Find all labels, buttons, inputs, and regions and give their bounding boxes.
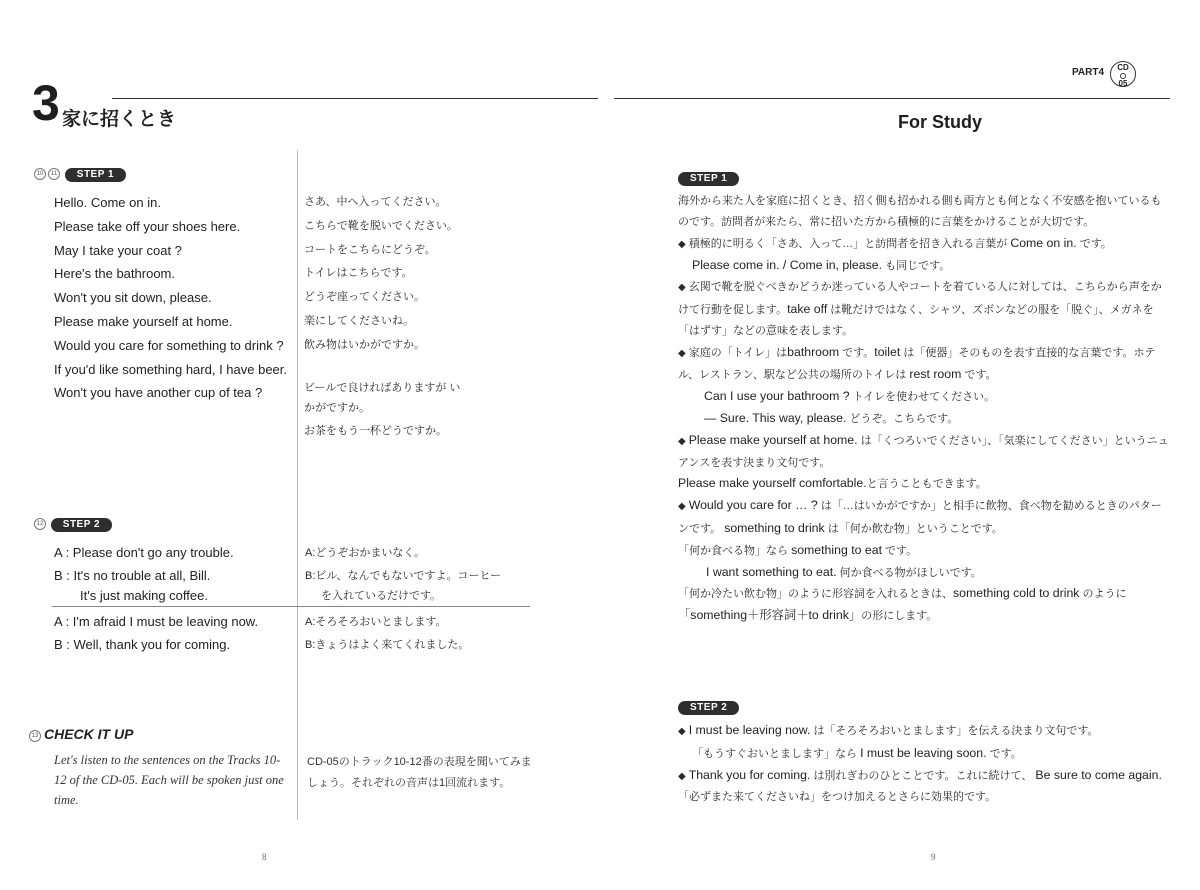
study-example-2: — Sure. This way, please. どうぞ。こちらです。 — [704, 410, 959, 425]
cd-icon-bottom: 05 — [1118, 79, 1128, 88]
check-it-up-english: Let's listen to the sentences on the Tracks 10-12 of the CD-05. Each will be spoken just one time. — [54, 753, 284, 807]
page-number-left: 8 — [262, 852, 267, 862]
step1-en-line: Please make yourself at home. — [54, 313, 233, 329]
study-step1-label: STEP 1 — [678, 172, 739, 186]
study-note-5-eat: 「何か食べる物」なら something to eat です。 — [678, 542, 918, 557]
dialog2-a-en: A : I'm afraid I must be leaving now. — [54, 614, 259, 629]
page-number-right: 9 — [931, 852, 936, 862]
step1-en-line: Here's the bathroom. — [54, 266, 175, 282]
chapter-number: 3 — [32, 75, 60, 131]
study-note-5: ◆ Would you care for … ? は「…はいかがですか」と相手に飲物、食べ物を勧めるときのパターンです。 something to drink は「何か飲む物」ということです。 — [678, 498, 1162, 535]
study2-note-1: ◆ I must be leaving now. は「そろそろおいとまします」を伝える決まり文句です。 — [678, 723, 1099, 737]
diamond-bullet-icon: ◆ — [678, 238, 686, 250]
step1-ja-line: トイレはこちらです。 — [304, 267, 413, 280]
dialog1-b-ja: B:ビル、なんでもないですよ。コーヒー — [305, 570, 502, 582]
study-note-5-adjective: 「何か冷たい飲む物」のように形容詞を入れるときは、something cold to drink のように「something＋形容詞＋to drink」の形にします。 — [678, 586, 1127, 623]
track-number-badge: 12 — [34, 518, 46, 530]
step1-ja-line: どうぞ座ってください。 — [304, 291, 425, 304]
study-intro: 海外から来た人を家庭に招くとき、招く側も招かれる側も両方とも何となく不安感を抱いているものです。訪問者が来たら、常に招いた方から積極的に言葉をかけることが大切です。 — [678, 195, 1162, 228]
header-rule-left — [112, 98, 598, 99]
dialog1-a-en: A : Please don't go any trouble. — [54, 545, 234, 560]
step1-en-line: If you'd like something hard, I have beer. — [54, 361, 288, 377]
dialog1-b-ja-cont: を入れているだけです。 — [321, 590, 442, 602]
part-label: PART4 — [1072, 67, 1105, 78]
study-example-1: Can I use your bathroom ? トイレを使わせてください。 — [704, 389, 996, 404]
step1-ja-line: 楽にしてくださいね。 — [304, 314, 414, 327]
diamond-bullet-icon: ◆ — [678, 282, 686, 294]
diamond-bullet-icon: ◆ — [678, 770, 686, 782]
step1-en-line: Won't you have another cup of tea ? — [54, 385, 263, 401]
step1-en-line: Won't you sit down, please. — [54, 290, 212, 306]
chapter-title: 家に招くとき — [62, 109, 177, 130]
diamond-bullet-icon: ◆ — [678, 347, 686, 359]
for-study-title: For Study — [898, 112, 982, 132]
step1-ja-line: こちらで靴を脱いでください。 — [304, 219, 458, 232]
step1-ja-line: 飲み物はいかがですか。 — [304, 338, 425, 351]
cd-icon-top: CD — [1117, 63, 1129, 72]
study-step2-label: STEP 2 — [678, 701, 739, 715]
dialog2-b-en: B : Well, thank you for coming. — [54, 637, 231, 652]
study-note-4-cont: Please make yourself comfortable.と言うこともできます。 — [678, 476, 987, 491]
study-note-4: ◆ Please make yourself at home. は「くつろいでください」、「気楽にしてください」というニュアンスを表す決まり文句です。 — [678, 432, 1169, 469]
dialog-separator — [52, 606, 530, 607]
track-number-badge: 11 — [48, 168, 60, 180]
check-track-marker — [29, 730, 43, 742]
dialog1-b-en: B : It's no trouble at all, Bill. — [54, 568, 211, 583]
study-step2-header — [678, 697, 739, 715]
diamond-bullet-icon: ◆ — [678, 501, 686, 513]
dialog1-a-ja: A:どうぞおかまいなく。 — [305, 547, 426, 559]
study-step1-notes — [678, 191, 1170, 627]
step1-en-line: May I take your coat ? — [54, 242, 182, 258]
check-it-up-title: CHECK IT UP — [44, 726, 134, 742]
step1-ja-line: お茶をもう一杯どうですか。 — [304, 425, 447, 438]
study-step1-header — [678, 168, 739, 186]
dialog2-a-ja: A:そろそろおいとまします。 — [305, 616, 447, 628]
diamond-bullet-icon: ◆ — [678, 435, 686, 447]
check-it-up-japanese: CD-05のトラック10-12番の表現を聞いてみましょう。それぞれの音声は1回流れます。 — [307, 756, 532, 789]
study-note-3: ◆ 家庭の「トイレ」はbathroom です。toilet は「便器」そのものを表す直接的な言葉です。ホテル、レストラン、駅など公共の場所のトイレは rest room です。 — [678, 344, 1156, 382]
study-example-3: I want something to eat. 何か食べる物がほしいです。 — [706, 564, 982, 579]
study-note-1-cont: Please come in. / Come in, please. も同じです。 — [692, 258, 951, 273]
step1-en-line: Please take off your shoes here. — [54, 218, 241, 234]
track-number-badge: 13 — [29, 730, 41, 742]
study-note-1: ◆ 積極的に明るく「さあ、入って…」と訪問者を招き入れる言葉が Come on in. です。 — [678, 235, 1112, 250]
cd-icon — [1110, 61, 1136, 87]
step2-label: STEP 2 — [51, 518, 112, 532]
diamond-bullet-icon: ◆ — [678, 726, 686, 737]
step1-label: STEP 1 — [65, 168, 126, 182]
header-rule-right — [614, 98, 1170, 99]
study2-note-1-cont: 「もうすぐおいとまします」なら I must be leaving soon. です。 — [692, 745, 1022, 760]
step1-ja-line: さあ、中へ入ってください。 — [304, 196, 447, 208]
study-note-2: ◆ 玄関で靴を脱ぐべきかどうか迷っている人やコートを着ている人に対しては、こちらから声をかけて行動を促します。take off は靴だけではなく、シャツ、ズボンなどの服を「脱ぐ」、メガネを「はずす」などの意味を表します。 — [678, 281, 1162, 337]
step1-track-markers — [34, 168, 126, 182]
step1-ja-line: ビールで良ければありますが いかがですか。 — [304, 382, 461, 414]
step1-en-line: Hello. Come on in. — [54, 195, 161, 210]
step1-english-list — [54, 193, 299, 407]
step2-track-markers — [34, 518, 112, 532]
study2-note-2: ◆ Thank you for coming. は別れぎわのひとことです。これに続けて、 Be sure to come again.「必ずまた来てくださいね」をつけ加えるとさらに効果的です。 — [678, 767, 1162, 804]
study-step2-notes — [678, 720, 1170, 808]
step1-japanese-list — [304, 193, 534, 446]
track-number-badge: 10 — [34, 168, 46, 180]
dialog2-b-ja: B:きょうはよく来てくれました。 — [305, 639, 470, 651]
step1-ja-line: コートをこちらにどうぞ。 — [304, 243, 436, 256]
dialog1-b-en-cont: It's just making coffee. — [80, 588, 208, 603]
step1-en-line: Would you care for something to drink ? — [54, 337, 284, 353]
